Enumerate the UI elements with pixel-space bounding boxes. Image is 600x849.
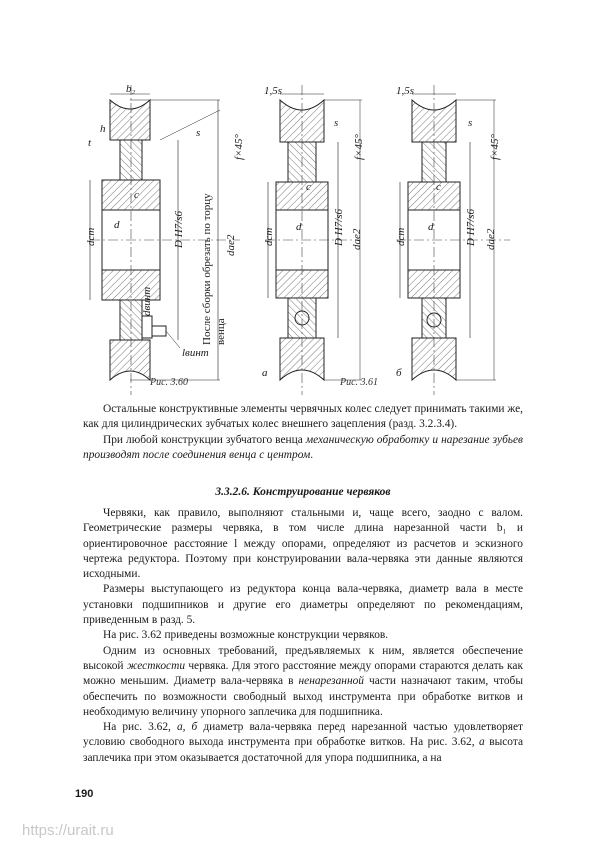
caption-fig-3-61: Рис. 3.61	[340, 377, 379, 388]
label-dae2-a: dae2	[351, 228, 363, 250]
label-dae2-1: dae2	[225, 234, 237, 256]
paragraph-7-italic-2: а	[479, 736, 485, 749]
label-s-b: s	[468, 117, 473, 129]
label-c-1: c	[134, 189, 139, 201]
label-d-1: d	[114, 219, 120, 231]
paragraph-1: Остальные конструктивные элементы червячных колес следует принимать такими же, как для цилиндрических зубчатых колес внешнего зацепления (разд. 3.2.3.4).	[83, 403, 523, 431]
paragraph-7-a: На рис. 3.62,	[103, 721, 177, 734]
paragraph-2-text: При любой конструкции зубчатого венца	[103, 433, 306, 446]
label-f45-b: f×45°	[489, 134, 501, 160]
paragraph-6-a: Одним из основных требований, предъявляемых к ним, является обеспечение высокой	[83, 644, 523, 672]
label-15s-a: 1,5s	[264, 85, 283, 97]
paragraph-5: На рис. 3.62 приведены возможные конструкции червяков.	[103, 629, 389, 642]
label-dst-a: dст	[263, 227, 275, 246]
label-dst-b: dст	[395, 227, 407, 246]
paragraph-7-italic-1: а, б	[176, 721, 198, 734]
text-block-upper	[83, 402, 523, 463]
label-f45-1: f×45°	[233, 134, 245, 160]
paragraph-6-c: части назначают таким, чтобы обеспечить по возможности свободный выход инструмента при обработке витков и необходимую величину упорного заплечика для подшипника.	[83, 675, 523, 718]
paragraph-6-b: червяка. Для этого расстояние между опорами стараются делать как можно меньшим. Диаметр вала-червяка в	[83, 659, 523, 688]
vertical-note-2: венца	[215, 318, 227, 345]
label-dst-1: dст	[85, 227, 97, 246]
paragraph-7-b: диаметр вала-червяка перед нарезанной частью удовлетворяет условию свободного выхода инструмента при обработке витков. На рис. 3.62,	[83, 721, 523, 749]
label-t: t	[88, 137, 92, 149]
label-fit-b: D H7/s6	[465, 209, 477, 246]
label-c-a: c	[306, 181, 311, 193]
label-c-b: c	[436, 181, 441, 193]
label-dae2-b: dae2	[485, 228, 497, 250]
paragraph-4: Размеры выступающего из редуктора конца вала-червяка, диаметр вала в месте установки подшипников и другие его диаметры определяют по рекомендациям, приведенным в разд. 5.	[83, 583, 523, 627]
label-fit-1: D H7/s6	[173, 211, 185, 248]
label-fit-a: D H7/s6	[333, 209, 345, 246]
paragraph-6-italic-2: ненарезанной	[298, 675, 364, 688]
paragraph-6-italic-1: жесткости	[126, 659, 186, 672]
label-15s-b: 1,5s	[396, 85, 415, 97]
paragraph-7-c: высота заплечика при этом оказывается достаточной для упора подшипника, а на	[83, 736, 524, 764]
wheel-3-60	[85, 83, 245, 395]
page-number: 190	[75, 788, 94, 800]
wheel-3-61-a	[262, 85, 365, 395]
paragraph-2	[83, 433, 523, 464]
paragraph-3: Червяки, как правило, выполняют стальными и, чаще всего, заодно с валом. Геометрические размеры червяка, в том числе длина нарезанной части b₁ и ориентировочное расстояние l между опорами, определяют из расчетов и эскизного чертежа редуктора. Поэтому при конструировании вала-червяка эти данные являются исходными.	[83, 507, 523, 581]
label-s-a: s	[334, 117, 339, 129]
label-h: h	[100, 123, 106, 135]
vertical-note-1: После сборки обрезать по торцу	[201, 193, 213, 345]
label-lvint: lвинт	[182, 347, 209, 359]
wheel-3-61-b	[395, 85, 510, 395]
label-b2: b₂	[126, 83, 136, 95]
paragraph-2-italic: механическую обработку и нарезание зубьев производят после соединения венца с центром	[83, 433, 523, 461]
section-heading: 3.3.2.6. Конструирование червяков	[215, 486, 391, 498]
label-variant-a: а	[262, 367, 268, 379]
paragraph-7	[83, 720, 523, 766]
paragraph-6	[83, 644, 523, 720]
paragraph-2-end: .	[310, 448, 314, 461]
watermark-link[interactable]: https://urait.ru	[22, 822, 114, 839]
caption-fig-3-60: Рис. 3.60	[150, 377, 189, 388]
label-s-1: s	[196, 127, 201, 139]
worm-wheel-drawings	[70, 80, 530, 400]
label-d-b: d	[428, 221, 434, 233]
text-block-lower	[83, 506, 523, 766]
label-f45-a: f×45°	[353, 134, 365, 160]
label-dvint: dвинт	[141, 286, 153, 316]
label-d-a: d	[296, 221, 302, 233]
label-variant-b: б	[396, 367, 402, 379]
